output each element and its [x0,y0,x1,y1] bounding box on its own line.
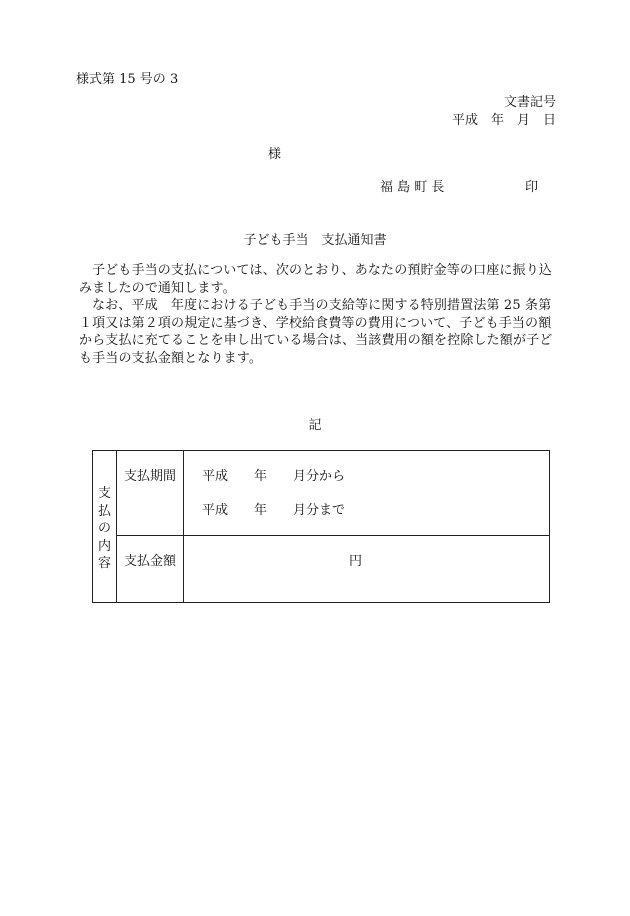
body-paragraph-1: 子ども手当の支払については、次のとおり、あなたの預貯金等の口座に振り込みましたので通知します。 [79,263,552,296]
payment-content-char: 支 [97,486,111,501]
payment-content-char: の [97,521,111,536]
table-divider [116,535,549,536]
issuer-name: 福 島 町 長 [380,180,445,195]
issue-date: 平成 年 月 日 [451,113,556,128]
payment-period-to: 平成 年 月分まで [202,503,346,518]
table-divider [116,451,117,602]
body-paragraph-2: なお、平成 年度における子ども手当の支給等に関する特別措置法第 25 条第１項又は第２項の規定に基づき、学校給食費等の費用について、子ども手当の額から支払に充てることを申し出ている場合は、当該費用の額を控除した額が子ども手当の支払金額となります。 [79,298,553,366]
payment-period-from: 平成 年 月分から [202,469,346,484]
payment-amount-label: 支払金額 [124,554,177,569]
payment-details-table [92,450,550,603]
payment-period-label: 支払期間 [124,469,177,484]
table-divider [183,451,184,602]
payment-content-label [93,485,116,573]
payment-content-char: 内 [97,538,111,554]
payment-content-char: 容 [97,556,111,571]
notice-body [79,262,555,368]
payment-amount-unit: 円 [349,554,363,569]
ki-heading: 記 [308,418,322,433]
recipient-honorific: 様 [268,147,282,162]
document-reference: 文書記号 [503,95,556,110]
document-title: 子ども手当 支払通知書 [243,233,387,248]
seal-mark: 印 [525,180,539,195]
payment-content-char: 払 [97,503,111,519]
form-number: 様式第 15 号の 3 [76,72,179,87]
